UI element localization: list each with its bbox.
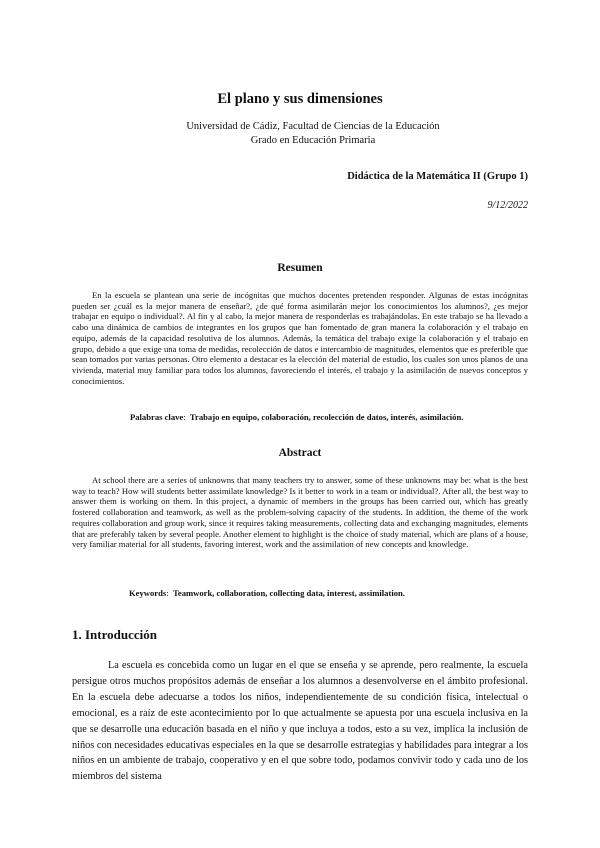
- affiliation-university: Universidad de Cádiz, Facultad de Ciencias de la Educación: [186, 121, 440, 132]
- resumen-text: En la escuela se plantean una serie de incógnitas que muchos docentes pretenden responder. Algunas de estas incógnitas pueden ser ¿cuál es la mejor manera de enseñar?, ¿de qué forma asimilarán mejor los conocimientos los alumnos?, ¿es mejor trabajar en equipo o individual?. Al fin y al cabo, la mejor manera de responderlas es trabajándolas. En este trabajo se ha llevado a cabo una dinámica de cambios de integrantes en los grupos que han fomentado de gran manera la colaboración y el trabajo en equipo, además de la capacidad resolutiva de los alumnos. Además, la temática del trabajo exige la colaboración y el trabajo en grupo, debido a que exige una toma de medidas, recolección de datos e intercambio de magnitudes, elementos que es preferible que sean tomados por varias personas. Otro elemento a destacar es la elección del material de estudio, los cuales son unos planos de una vivienda, material muy familiar para todos los alumnos, favoreciendo el interés, el trabajo y la asimilación de nuevos conceptos y conocimientos.: [72, 290, 528, 386]
- abstract-keywords-value: Teamwork, collaboration, collecting data, interest, assimilation.: [172, 588, 405, 598]
- abstract-keywords-label: Keywords: [129, 588, 167, 598]
- abstract-heading: Abstract: [278, 447, 322, 459]
- section-introduccion-text: La escuela es concebida como un lugar en el que se enseña y se aprende, pero realmente, la escuela persigue otros muchos propósitos además de enseñar a los alumnos a desenvolverse en el ámbito profesional. En la escuela debe adecuarse a todos los niños, independientemente de su condición física, intelectual o emocional, es a raíz de este acontecimiento por lo que actualmente se apuesta por una escuela inclusiva en la que se desarrolle una educación basada en el niño y que incluya a todos, esto a su vez, implica la inclusión de niños con necesidades educativas especiales en la que se desarrolle estrategias y habilidades para integrar a los niños en un ambiente de trabajo, cooperativo y en el que sobre todo, podamos convivir todo y cada uno de los miembros del sistema: [72, 660, 528, 783]
- abstract-text: At school there are a series of unknowns that many teachers try to answer, some of these unknowns may be: what is the best way to teach? How will students better assimilate knowledge? Is it better to work in a team or individual?. After all, the best way to answer them is working on them. In this project, a dynamic of members in the groups has been carried out, which has greatly fostered collaboration and teamwork, as well as the problem-solving capacity of the students. In addition, the theme of the work requires collaboration and group work, since it requires taking measurements, collecting data and exchanging magnitudes, elements that are preferably taken by several people. Another element to highlight is the choice of study material, which are plans of a house, very familiar material for all students, favoring interest, work and the assimilation of new concepts and knowledge.: [72, 475, 528, 550]
- paper-title: El plano y sus dimensiones: [217, 91, 383, 107]
- resumen-heading: Resumen: [277, 262, 323, 274]
- course-name: Didáctica de la Matemática II (Grupo 1): [347, 171, 528, 182]
- section-introduccion-heading: 1. Introducción: [72, 627, 157, 642]
- resumen-keywords-label: Palabras clave: [130, 412, 184, 422]
- resumen-keywords-value: Trabajo en equipo, colaboración, recolección de datos, interés, asimilación.: [189, 412, 464, 422]
- abstract-keywords: Keywords: Teamwork, collaboration, collecting data, interest, assimilation.: [129, 588, 405, 598]
- paper-date: 9/12/2022: [487, 200, 528, 211]
- affiliation-degree: Grado en Educación Primaria: [250, 135, 376, 146]
- resumen-keywords: Palabras clave: Trabajo en equipo, colaboración, recolección de datos, interés, asimilación.: [130, 412, 464, 422]
